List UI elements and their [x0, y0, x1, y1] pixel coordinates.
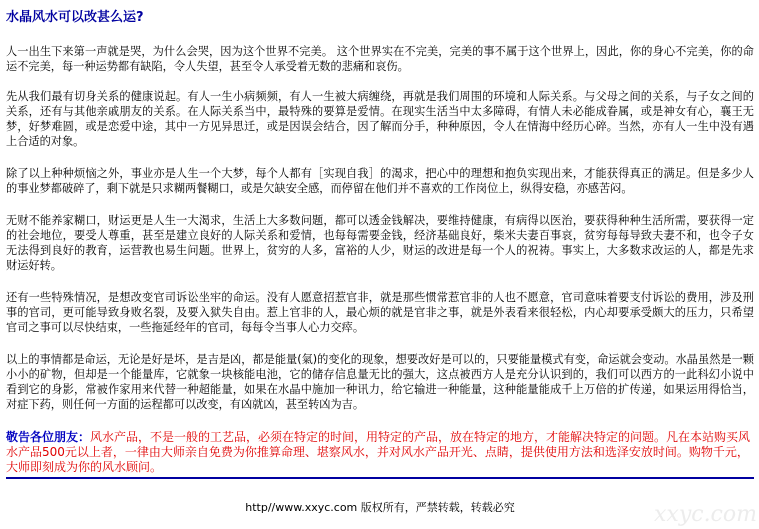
article-paragraph-6: 以上的事情都是命运，无论是好是坏，是吉是凶，都是能量(氣)的变化的现象，想要改好是可以的，只要能量模式有变，命运就会变动。水晶虽然是一颗小小的矿物，但却是一个能量库，它就象一块核能电池，它的储存信息量无比的强大，这点被西方人是充分认识到的，我们可以西方的一此科幻小说中看到它的身影，常被作家用来代替一种超能量，如果在水晶中施加一种讯力，给它输进一种能量，这种能量能成千上万倍的扩传递，如果运用得恰当，对症下药，则任何一方面的运程都可以改变，有凶就凶，甚至转凶为吉。 [6, 353, 754, 411]
notice-underline [6, 477, 754, 479]
article-title: 水晶风水可以改甚么运? [6, 10, 144, 25]
notice-body: 风水产品，不是一般的工艺品，必须在特定的时间，用特定的产品，放在特定的地方，才能解决特定的问题。凡在本站购买风水产品500元以上者，一律由大师亲自免费为你推算命理、堪察风水，并对风水产品开光、点睛，提供使用方法和选泽安放时间。购物千元，大师即刻成为你的风水顾问。 [6, 430, 751, 474]
notice-box [6, 430, 754, 475]
article-paragraph-1: 人一出生下来第一声就是哭，为什么会哭，因为这个世界不完美。 这个世界实在不完美，完美的事不属于这个世界上，因此，你的身心不完美，你的命运不完美，每一种运势都有缺陷，令人失望，甚至令人承受着无数的悲痛和哀伤。 [6, 45, 754, 73]
copyright-footer: http//www.xxyc.com 版权所有，严禁转载，转载必究 [245, 501, 515, 514]
watermark-text: xxyc.com [654, 502, 757, 527]
article-page [6, 0, 754, 515]
article-paragraph-4: 无财不能养家糊口，财运更是人生一大渴求，生活上大多数问题，都可以透金钱解决，要维持健康，有病得以医治，要获得种种生活所需，要获得一定的社会地位，要受人尊重，甚至是建立良好的人际关系和爱情，也每每需要金钱，经济基础良好，柴米夫妻百事哀，贫穷每每导致夫妻不和，也令子女无法得到良好的教育，运营教也易生问题。世界上，贫穷的人多，富裕的人少，财运的改进是每一个人的祝祷。事实上，大多数求改运的人，都是先求财运好转。 [6, 214, 754, 272]
article-paragraph-3: 除了以上种种烦恼之外，事业亦是人生一个大梦，每个人都有［实现自我］的渴求，把心中的理想和抱负实现出来，才能获得真正的满足。但是多少人的事业梦都破碎了，剩下就是只求糊两餐糊口，或是欠缺安全感，而停留在他们并不喜欢的工作岗位上，纵得安稳，亦感苦闷。 [6, 167, 754, 195]
article-paragraph-5: 还有一些特殊情况，是想改变官司诉讼坐牢的命运。没有人愿意招惹官非，就是那些惯常惹官非的人也不愿意，官司意味着要支付诉讼的费用，涉及刑事的官司，更可能导致身败名裂，及要入狱失自由。惹上官非的人，最心烦的就是官非之事，就是外表看来很轻松，内心却要承受颇大的压力，只希望官司之事可以尽快结束，一些拖延经年的官司，每每令当事人心力交瘁。 [6, 291, 754, 334]
article-paragraph-2: 先从我们最有切身关系的健康说起。有人一生小病频频，有人一生被大病缠绕，再就是我们周围的环境和人际关系。与父母之间的关系，与子女之间的关系，还有与其他亲戚朋友的关系。在人际关系当中，最特殊的要算是爱情。在现实生活当中太多障碍，有情人未必能成眷属，或是神女有心，襄王无梦，好梦难圆，或是恋爱中途，其中一方见异思迁，或是因误会结合，因了解而分手，种种原因，令人在情海中经历心碎。当然，亦有人一生中没有遇上合适的对象。 [6, 90, 754, 148]
notice-label: 敬告各位朋友： [6, 430, 91, 444]
